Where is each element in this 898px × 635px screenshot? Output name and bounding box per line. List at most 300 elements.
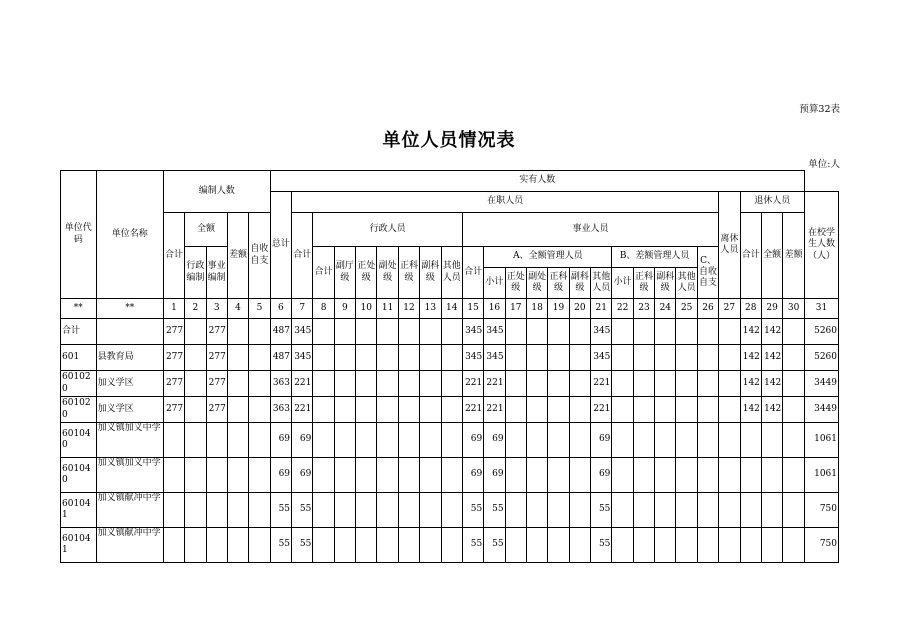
table-cell xyxy=(676,345,697,371)
table-cell xyxy=(505,458,526,493)
table-cell xyxy=(719,397,740,423)
table-cell xyxy=(633,397,654,423)
table-cell xyxy=(548,528,569,563)
table-cell xyxy=(398,397,419,423)
table-cell xyxy=(334,319,355,345)
table-cell xyxy=(612,493,633,528)
unit-name-cell: 加义镇加义中学 xyxy=(96,458,163,493)
table-cell xyxy=(249,458,270,493)
table-cell: 55 xyxy=(484,528,505,563)
header-zhengke: 正科级 xyxy=(398,247,419,299)
table-cell xyxy=(441,423,462,458)
unit-name-cell: 加义镇献冲中学 xyxy=(96,493,163,528)
table-cell xyxy=(548,423,569,458)
table-cell xyxy=(719,371,740,397)
header-bianzhi: 编制人数 xyxy=(163,171,270,213)
table-cell xyxy=(633,371,654,397)
header-b-xiaoji: 小计 xyxy=(612,268,633,299)
column-number: 10 xyxy=(356,299,377,319)
table-cell xyxy=(313,423,334,458)
table-cell xyxy=(697,458,718,493)
table-cell: 69 xyxy=(270,458,291,493)
table-cell: 277 xyxy=(163,319,184,345)
table-cell xyxy=(420,371,441,397)
table-cell xyxy=(633,345,654,371)
column-number: 31 xyxy=(804,299,838,319)
header-b-qita: 其他人员 xyxy=(676,268,697,299)
table-cell xyxy=(569,493,590,528)
table-cell xyxy=(740,458,761,493)
table-cell: 5260 xyxy=(804,345,838,371)
table-cell xyxy=(313,345,334,371)
column-number: 22 xyxy=(612,299,633,319)
table-cell xyxy=(569,345,590,371)
table-cell xyxy=(420,397,441,423)
column-number: 21 xyxy=(591,299,612,319)
table-cell xyxy=(697,423,718,458)
table-cell xyxy=(548,397,569,423)
table-cell xyxy=(441,371,462,397)
table-cell xyxy=(377,371,398,397)
table-cell xyxy=(313,458,334,493)
table-cell: 345 xyxy=(292,345,313,371)
table-cell xyxy=(356,493,377,528)
table-cell xyxy=(249,319,270,345)
table-cell xyxy=(761,458,782,493)
table-cell xyxy=(227,345,248,371)
table-cell xyxy=(676,371,697,397)
table-cell xyxy=(227,528,248,563)
table-cell xyxy=(227,458,248,493)
table-cell xyxy=(505,423,526,458)
table-cell xyxy=(313,319,334,345)
header-shiye-bz: 事业编制 xyxy=(206,247,227,299)
table-cell xyxy=(249,493,270,528)
table-cell xyxy=(676,493,697,528)
table-cell xyxy=(655,345,676,371)
table-cell: 277 xyxy=(163,345,184,371)
unit-name-cell: 加义镇加义中学 xyxy=(96,423,163,458)
table-cell: 277 xyxy=(163,397,184,423)
header-zaixiao: 在校学生人数（人） xyxy=(804,192,838,299)
table-cell: 3449 xyxy=(804,397,838,423)
table-cell xyxy=(356,345,377,371)
table-cell: 55 xyxy=(270,493,291,528)
table-cell xyxy=(505,345,526,371)
header-xz-qita: 其他人员 xyxy=(441,247,462,299)
column-number: 1 xyxy=(163,299,184,319)
table-cell xyxy=(569,371,590,397)
table-cell: 221 xyxy=(591,397,612,423)
table-cell xyxy=(420,493,441,528)
table-cell xyxy=(185,397,206,423)
table-cell xyxy=(697,345,718,371)
table-cell: 277 xyxy=(163,371,184,397)
table-cell xyxy=(569,423,590,458)
table-cell: 3449 xyxy=(804,371,838,397)
table-cell xyxy=(697,319,718,345)
table-cell xyxy=(548,345,569,371)
table-cell xyxy=(313,528,334,563)
table-cell xyxy=(377,345,398,371)
header-b-chae: B、差额管理人员 xyxy=(612,247,697,268)
table-cell: 221 xyxy=(292,371,313,397)
table-cell xyxy=(697,371,718,397)
table-cell xyxy=(249,423,270,458)
table-cell: 345 xyxy=(484,319,505,345)
unit-name-cell: 加义学区 xyxy=(96,371,163,397)
unit-code-cell: 601 xyxy=(61,345,97,371)
table-cell xyxy=(398,458,419,493)
table-cell: 1061 xyxy=(804,423,838,458)
table-cell: 142 xyxy=(761,319,782,345)
table-cell xyxy=(398,371,419,397)
column-number: 19 xyxy=(548,299,569,319)
table-row xyxy=(61,397,839,423)
table-cell: 69 xyxy=(462,423,483,458)
column-number-row xyxy=(61,299,839,319)
table-cell: 221 xyxy=(292,397,313,423)
table-cell xyxy=(505,528,526,563)
column-number: 3 xyxy=(206,299,227,319)
table-cell xyxy=(612,423,633,458)
header-xingzheng-ry: 行政人员 xyxy=(313,213,463,247)
table-cell xyxy=(633,319,654,345)
header-tuixiu-heji: 合计 xyxy=(740,213,761,299)
table-cell: 69 xyxy=(292,458,313,493)
table-cell xyxy=(185,319,206,345)
unit-code-cell: 601020 xyxy=(61,371,97,397)
table-cell xyxy=(441,397,462,423)
table-cell xyxy=(334,423,355,458)
header-fuchu: 副处级 xyxy=(377,247,398,299)
table-cell: 750 xyxy=(804,493,838,528)
column-number: 13 xyxy=(420,299,441,319)
table-cell xyxy=(761,528,782,563)
table-cell: 55 xyxy=(484,493,505,528)
header-lixiu: 离休人员 xyxy=(719,192,740,299)
table-cell xyxy=(719,458,740,493)
table-cell: 55 xyxy=(462,528,483,563)
header-row-1 xyxy=(61,171,839,192)
table-row xyxy=(61,458,839,493)
table-cell xyxy=(526,528,547,563)
table-cell xyxy=(505,319,526,345)
column-number: 4 xyxy=(227,299,248,319)
table-cell xyxy=(719,528,740,563)
column-number: 12 xyxy=(398,299,419,319)
table-cell xyxy=(612,458,633,493)
header-bz-heji: 合计 xyxy=(163,213,184,299)
column-number: 26 xyxy=(697,299,718,319)
table-cell xyxy=(783,371,805,397)
header-unit-code: 单位代码 xyxy=(61,171,97,299)
table-cell xyxy=(441,458,462,493)
table-cell xyxy=(505,493,526,528)
unit-code-cell: 601040 xyxy=(61,458,97,493)
header-zhengchu: 正处级 xyxy=(356,247,377,299)
table-cell xyxy=(227,493,248,528)
table-cell xyxy=(185,345,206,371)
table-cell xyxy=(227,319,248,345)
header-chae: 差额 xyxy=(227,213,248,299)
table-cell xyxy=(185,493,206,528)
unit-code-cell: 601020 xyxy=(61,397,97,423)
table-cell: 345 xyxy=(462,319,483,345)
column-number: 27 xyxy=(719,299,740,319)
header-sy-heji: 合计 xyxy=(462,247,483,299)
table-cell xyxy=(163,423,184,458)
table-cell xyxy=(505,397,526,423)
table-cell xyxy=(356,423,377,458)
table-cell: 345 xyxy=(292,319,313,345)
header-zaizhi-heji: 合计 xyxy=(292,213,313,299)
table-cell xyxy=(398,423,419,458)
header-tuixiu: 退休人员 xyxy=(740,192,804,213)
unit-label: 单位:人 xyxy=(808,159,840,170)
header-zaizhi: 在职人员 xyxy=(292,192,719,213)
table-cell xyxy=(505,371,526,397)
table-cell: 277 xyxy=(206,371,227,397)
table-cell xyxy=(612,397,633,423)
table-cell xyxy=(356,319,377,345)
table-cell xyxy=(783,458,805,493)
column-number: 23 xyxy=(633,299,654,319)
table-cell xyxy=(633,528,654,563)
table-cell xyxy=(655,371,676,397)
table-cell: 55 xyxy=(591,528,612,563)
table-cell xyxy=(526,319,547,345)
table-cell: 221 xyxy=(462,397,483,423)
table-cell xyxy=(163,458,184,493)
header-unit-name: 单位名称 xyxy=(96,171,163,299)
table-cell: 363 xyxy=(270,397,291,423)
header-a-fuke: 副科级 xyxy=(569,268,590,299)
table-cell: 221 xyxy=(462,371,483,397)
header-a-xiaoji: 小计 xyxy=(484,268,505,299)
column-number: 8 xyxy=(313,299,334,319)
table-cell: 142 xyxy=(740,319,761,345)
table-cell: 69 xyxy=(484,458,505,493)
table-cell xyxy=(676,319,697,345)
table-row xyxy=(61,371,839,397)
unit-name-cell: 县教育局 xyxy=(96,345,163,371)
header-a-zhengke: 正科级 xyxy=(548,268,569,299)
table-cell xyxy=(697,397,718,423)
table-cell xyxy=(740,493,761,528)
table-cell xyxy=(783,345,805,371)
column-number: 25 xyxy=(676,299,697,319)
table-cell xyxy=(334,528,355,563)
table-cell xyxy=(377,528,398,563)
table-cell xyxy=(655,528,676,563)
table-cell xyxy=(783,423,805,458)
table-cell xyxy=(612,319,633,345)
table-number-label: 预算32表 xyxy=(799,104,840,115)
table-cell xyxy=(548,371,569,397)
table-cell xyxy=(420,345,441,371)
table-cell xyxy=(377,319,398,345)
table-cell xyxy=(441,528,462,563)
column-number: 14 xyxy=(441,299,462,319)
unit-code-cell: 601041 xyxy=(61,528,97,563)
table-cell xyxy=(356,458,377,493)
table-cell xyxy=(697,493,718,528)
table-cell xyxy=(569,319,590,345)
header-xingzheng-bz: 行政编制 xyxy=(185,247,206,299)
table-cell xyxy=(227,371,248,397)
unit-name-cell xyxy=(96,319,163,345)
index-star: ** xyxy=(61,299,97,319)
table-cell: 69 xyxy=(270,423,291,458)
table-cell xyxy=(249,397,270,423)
table-cell xyxy=(548,458,569,493)
table-row xyxy=(61,319,839,345)
column-number: 11 xyxy=(377,299,398,319)
table-cell: 221 xyxy=(484,371,505,397)
unit-code-cell: 合计 xyxy=(61,319,97,345)
table-cell xyxy=(676,528,697,563)
table-cell xyxy=(655,319,676,345)
table-cell xyxy=(356,528,377,563)
table-cell: 345 xyxy=(591,345,612,371)
table-row xyxy=(61,345,839,371)
column-number: 20 xyxy=(569,299,590,319)
column-number: 29 xyxy=(761,299,782,319)
table-cell: 221 xyxy=(591,371,612,397)
table-row xyxy=(61,528,839,563)
table-cell: 487 xyxy=(270,319,291,345)
table-cell xyxy=(548,493,569,528)
header-tuixiu-quane: 全额 xyxy=(761,213,782,299)
table-cell xyxy=(526,397,547,423)
table-cell xyxy=(719,493,740,528)
table-cell xyxy=(526,345,547,371)
table-cell xyxy=(206,493,227,528)
unit-code-cell: 601041 xyxy=(61,493,97,528)
table-cell xyxy=(377,458,398,493)
table-cell xyxy=(740,423,761,458)
table-cell xyxy=(185,423,206,458)
table-cell xyxy=(163,528,184,563)
table-cell: 142 xyxy=(761,345,782,371)
table-cell xyxy=(356,397,377,423)
column-number: 7 xyxy=(292,299,313,319)
table-cell xyxy=(398,493,419,528)
table-cell xyxy=(548,319,569,345)
table-cell xyxy=(761,493,782,528)
column-number: 5 xyxy=(249,299,270,319)
table-cell: 55 xyxy=(462,493,483,528)
table-cell xyxy=(719,319,740,345)
table-cell xyxy=(334,371,355,397)
header-fuke: 副科级 xyxy=(420,247,441,299)
table-cell xyxy=(185,458,206,493)
unit-code-cell: 601040 xyxy=(61,423,97,458)
table-cell xyxy=(569,397,590,423)
table-cell xyxy=(612,371,633,397)
table-cell xyxy=(420,319,441,345)
header-xz-heji: 合计 xyxy=(313,247,334,299)
table-cell: 55 xyxy=(591,493,612,528)
table-cell xyxy=(526,423,547,458)
table-cell: 363 xyxy=(270,371,291,397)
unit-name-cell: 加义镇献冲中学 xyxy=(96,528,163,563)
unit-name-cell: 加义学区 xyxy=(96,397,163,423)
table-cell xyxy=(761,423,782,458)
table-cell xyxy=(356,371,377,397)
header-shiyou: 实有人数 xyxy=(270,171,804,192)
column-number: 24 xyxy=(655,299,676,319)
column-number: 28 xyxy=(740,299,761,319)
table-cell xyxy=(185,528,206,563)
table-cell: 55 xyxy=(270,528,291,563)
table-cell xyxy=(334,493,355,528)
table-cell xyxy=(783,397,805,423)
table-cell xyxy=(377,397,398,423)
table-cell xyxy=(398,345,419,371)
table-cell xyxy=(697,528,718,563)
table-cell xyxy=(441,319,462,345)
header-b-zhengke: 正科级 xyxy=(633,268,654,299)
table-cell xyxy=(313,397,334,423)
table-cell xyxy=(249,345,270,371)
table-cell: 345 xyxy=(484,345,505,371)
table-cell xyxy=(313,493,334,528)
table-cell xyxy=(526,371,547,397)
table-cell: 55 xyxy=(292,528,313,563)
header-zongji: 总计 xyxy=(270,192,291,299)
table-cell xyxy=(655,397,676,423)
table-cell xyxy=(313,371,334,397)
table-cell xyxy=(740,528,761,563)
table-cell xyxy=(719,345,740,371)
table-cell: 487 xyxy=(270,345,291,371)
header-tuixiu-chae: 差额 xyxy=(783,213,805,299)
table-cell xyxy=(334,345,355,371)
header-c-zishou: C、自收自支 xyxy=(697,247,718,299)
table-cell: 69 xyxy=(292,423,313,458)
header-shiye-ry: 事业人员 xyxy=(462,213,718,247)
table-cell: 345 xyxy=(462,345,483,371)
table-cell xyxy=(655,493,676,528)
table-cell xyxy=(227,423,248,458)
table-cell: 221 xyxy=(484,397,505,423)
header-a-zhengchu: 正处级 xyxy=(505,268,526,299)
header-b-fuke: 副科级 xyxy=(655,268,676,299)
column-number: 16 xyxy=(484,299,505,319)
table-cell xyxy=(334,458,355,493)
column-number: 18 xyxy=(526,299,547,319)
table-cell: 55 xyxy=(292,493,313,528)
table-cell xyxy=(655,458,676,493)
table-cell xyxy=(334,397,355,423)
table-cell: 142 xyxy=(740,345,761,371)
table-cell xyxy=(249,528,270,563)
table-cell: 142 xyxy=(740,397,761,423)
table-cell: 277 xyxy=(206,345,227,371)
table-cell xyxy=(783,319,805,345)
table-cell xyxy=(655,423,676,458)
table-cell xyxy=(398,528,419,563)
table-cell xyxy=(206,423,227,458)
table-cell: 69 xyxy=(591,423,612,458)
table-cell xyxy=(719,423,740,458)
table-cell: 142 xyxy=(761,371,782,397)
table-cell xyxy=(676,458,697,493)
column-number: 17 xyxy=(505,299,526,319)
table-cell: 345 xyxy=(591,319,612,345)
